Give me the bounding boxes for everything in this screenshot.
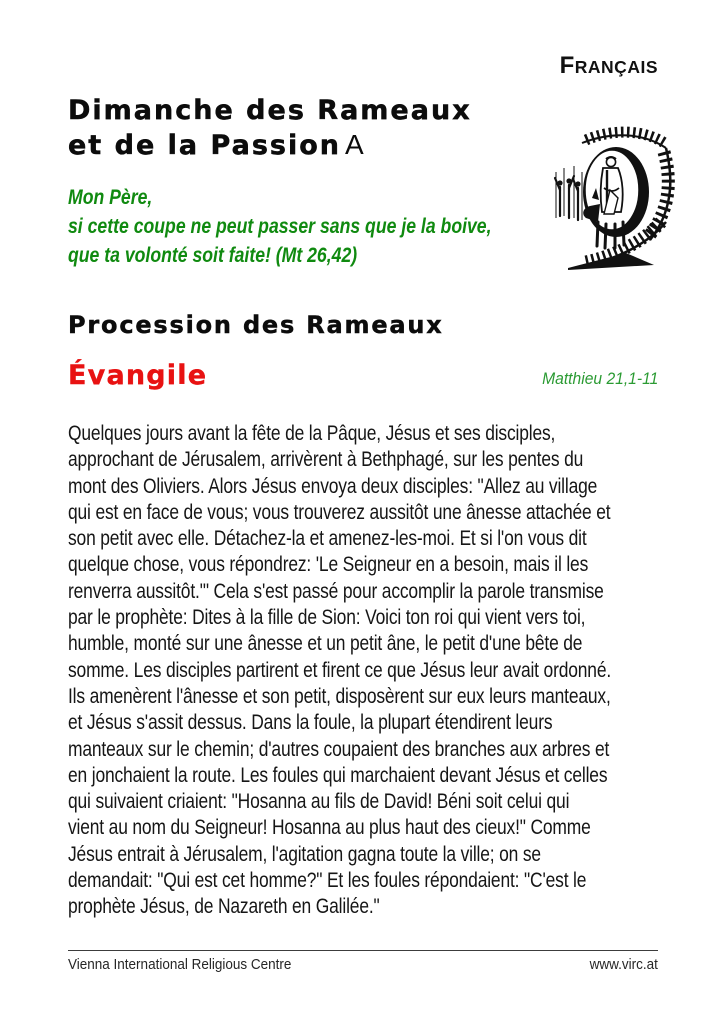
intro-quote <box>68 183 572 270</box>
gospel-text-line: Jésus entrait à Jérusalem, l'agitation gagna toute la ville; on se <box>68 842 541 866</box>
intro-quote-line: que ta volonté soit faite! (Mt 26,42) <box>68 244 358 267</box>
footer-organization: Vienna International Religious Centre <box>68 956 292 973</box>
gospel-text-line: Ils amenèrent l'ânesse et son petit, disposèrent sur eux leurs manteaux, <box>68 684 611 708</box>
gospel-text-line: approchant de Jérusalem, arrivèrent à Bethphagé, sur les pentes du <box>68 448 584 472</box>
language-label-rest: RANÇAIS <box>574 57 658 77</box>
page-title-line-2 <box>68 128 472 163</box>
gospel-text-line: demandait: "Qui est cet homme?" Et les foules répondaient: "C'est le <box>68 869 587 893</box>
gospel-text <box>68 421 722 921</box>
gospel-text-line: prophète Jésus, de Nazareth en Galilée." <box>68 895 380 919</box>
page-title <box>68 94 472 163</box>
palm-sunday-woodcut-svg <box>552 126 678 274</box>
gospel-text-line: vient au nom du Seigneur! Hosanna au plus haut des cieux!" Comme <box>68 816 591 840</box>
gospel-text-line: somme. Les disciples partirent et firent ce que Jésus leur avait ordonné. <box>68 658 612 682</box>
gospel-text-line: par le prophète: Dites à la fille de Sion: Voici ton roi qui vient vers toi, <box>68 606 586 630</box>
lectionary-cycle-letter: A <box>344 129 364 160</box>
gospel-text-line: qui est en face de vous; vous trouverez aussitôt une ânesse attachée et <box>68 500 611 524</box>
gospel-heading: Évangile <box>68 360 208 391</box>
page-title-line-1: Dimanche des Rameaux <box>68 95 472 126</box>
gospel-text-line: son petit avec elle. Détachez-la et amenez-les-moi. Et si l'on vous dit <box>68 527 587 551</box>
intro-quote-line: Mon Père, <box>68 186 153 209</box>
footer-website-link[interactable]: www.virc.at <box>589 956 658 973</box>
gospel-text-line: et Jésus s'assit dessus. Dans la foule, la plupart étendirent leurs <box>68 711 553 735</box>
gospel-reference: Matthieu 21,1-11 <box>541 369 658 388</box>
palm-sunday-image <box>552 126 678 274</box>
gospel-text-line: humble, monté sur une ânesse et un petit âne, le petit d'une bête de <box>68 632 583 656</box>
gospel-text-line: qui suivaient criaient: "Hosanna au fils de David! Béni soit celui qui <box>68 790 570 814</box>
gospel-text-line: en jonchaient la route. Les foules qui marchaient devant Jésus et celles <box>68 763 608 787</box>
gospel-text-line: Quelques jours avant la fête de la Pâque, Jésus et ses disciples, <box>68 422 556 445</box>
gospel-text-line: renverra aussitôt.'" Cela s'est passé pour accomplir la parole transmise <box>68 579 604 603</box>
language-label-initial: F <box>559 52 575 79</box>
page-title-line-2-text: et de la Passion <box>68 130 341 161</box>
intro-quote-line: si cette coupe ne peut passer sans que je la boive, <box>68 215 492 238</box>
gospel-text-line: quelque chose, vous répondrez: 'Le Seigneur en a besoin, mais il les <box>68 553 589 577</box>
page-footer <box>68 950 658 973</box>
gospel-text-line: mont des Oliviers. Alors Jésus envoya deux disciples: "Allez au village <box>68 474 598 498</box>
language-label <box>560 52 658 80</box>
gospel-text-line: manteaux sur le chemin; d'autres coupaient des branches aux arbres et <box>68 737 610 761</box>
section-heading-procession: Procession des Rameaux <box>68 311 444 339</box>
gospel-heading-row <box>68 360 658 391</box>
